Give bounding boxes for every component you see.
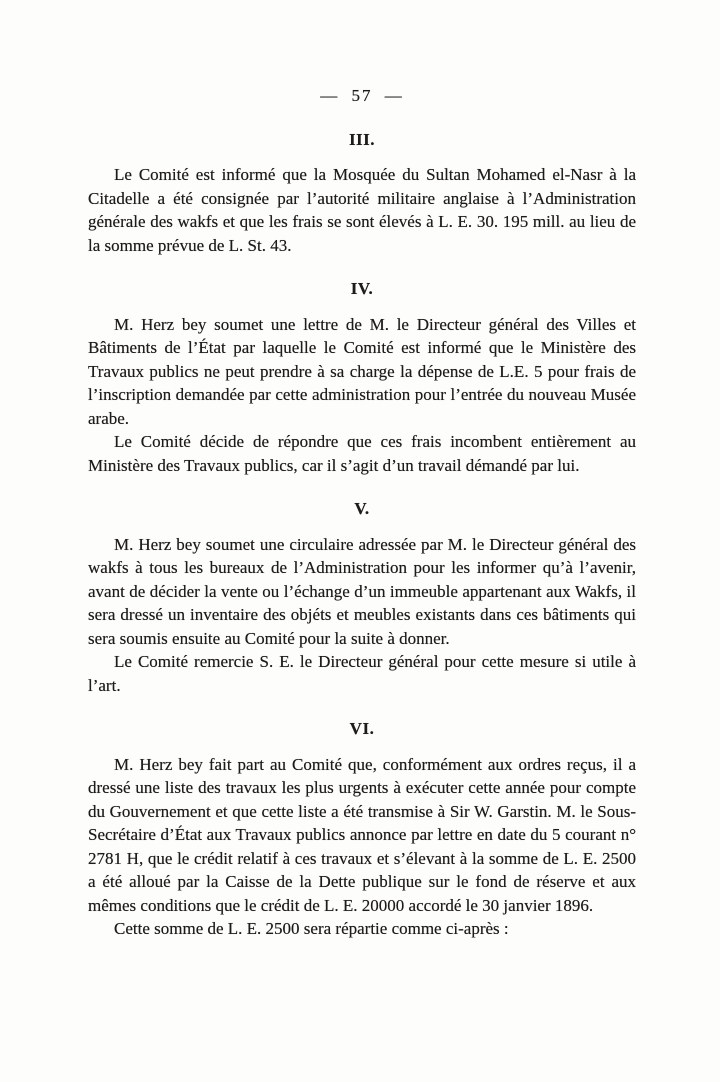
section-iv-paragraph-1: M. Herz bey soumet une lettre de M. le Directeur général des Villes et Bâtiments de l’État par laquelle le Comité est informé que le Ministère des Travaux publics ne peut prendre à sa charge la dépense de L.E. 5 pour frais de l’inscription demandée par cette administration pour l’entrée du nouveau Musée arabe. (88, 314, 636, 428)
section-v (88, 497, 636, 697)
section-iv-paragraph-2: Le Comité décide de répondre que ces frais incombent entièrement au Ministère des Travaux publics, car il s’agit d’un travail démandé par lui. (88, 432, 636, 475)
section-v-paragraph-1: M. Herz bey soumet une circulaire adressée par M. le Directeur général des wakfs à tous les bureaux de l’Administration pour les informer qu’à l’avenir, avant de décider la vente ou l’échange d’un immeuble appartenant aux Wakfs, il sera dressé un inventaire des objéts et meubles existants dans ces bâtiments qui sera soumis ensuite au Comité pour la suite à donner. (88, 534, 636, 648)
section-vi (88, 717, 636, 941)
section-iv (88, 277, 636, 477)
section-vi-paragraph-1: M. Herz bey fait part au Comité que, conformément aux ordres reçus, il a dressé une liste des travaux les plus urgents à exécuter cette année pour compte du Gouvernement et que cette liste a été transmise à Sir W. Garstin. M. le Sous-Secrétaire d’État aux Travaux publics annonce par lettre en date du 5 courant n° 2781 H, que le crédit relatif à ces travaux et s’élevant à la somme de L. E. 2500 a été alloué par la Caisse de la Dette publique sur le fond de réserve et aux mêmes conditions que le crédit de L. E. 20000 accordé le 30 janvier 1896. (88, 754, 636, 915)
section-iii-paragraph-1: Le Comité est informé que la Mosquée du Sultan Mohamed el-Nasr à la Citadelle a été consignée par l’autorité militaire anglaise à l’Administration générale des wakfs et que les frais se sont élevés à L. E. 30. 195 mill. au lieu de la somme prévue de L. St. 43. (88, 165, 636, 255)
section-vi-paragraph-2: Cette somme de L. E. 2500 sera répartie comme ci-après : (114, 919, 509, 938)
section-iii-heading: III. (348, 129, 376, 149)
section-v-paragraph-2: Le Comité remercie S. E. le Directeur général pour cette mesure si utile à l’art. (88, 652, 636, 695)
section-vi-heading: VI. (349, 719, 375, 738)
section-iv-heading: IV. (350, 279, 374, 298)
section-iii (88, 128, 636, 258)
section-v-heading: V. (354, 499, 370, 518)
scanned-document-page (88, 0, 636, 941)
page-number: — 57 — (320, 86, 404, 105)
